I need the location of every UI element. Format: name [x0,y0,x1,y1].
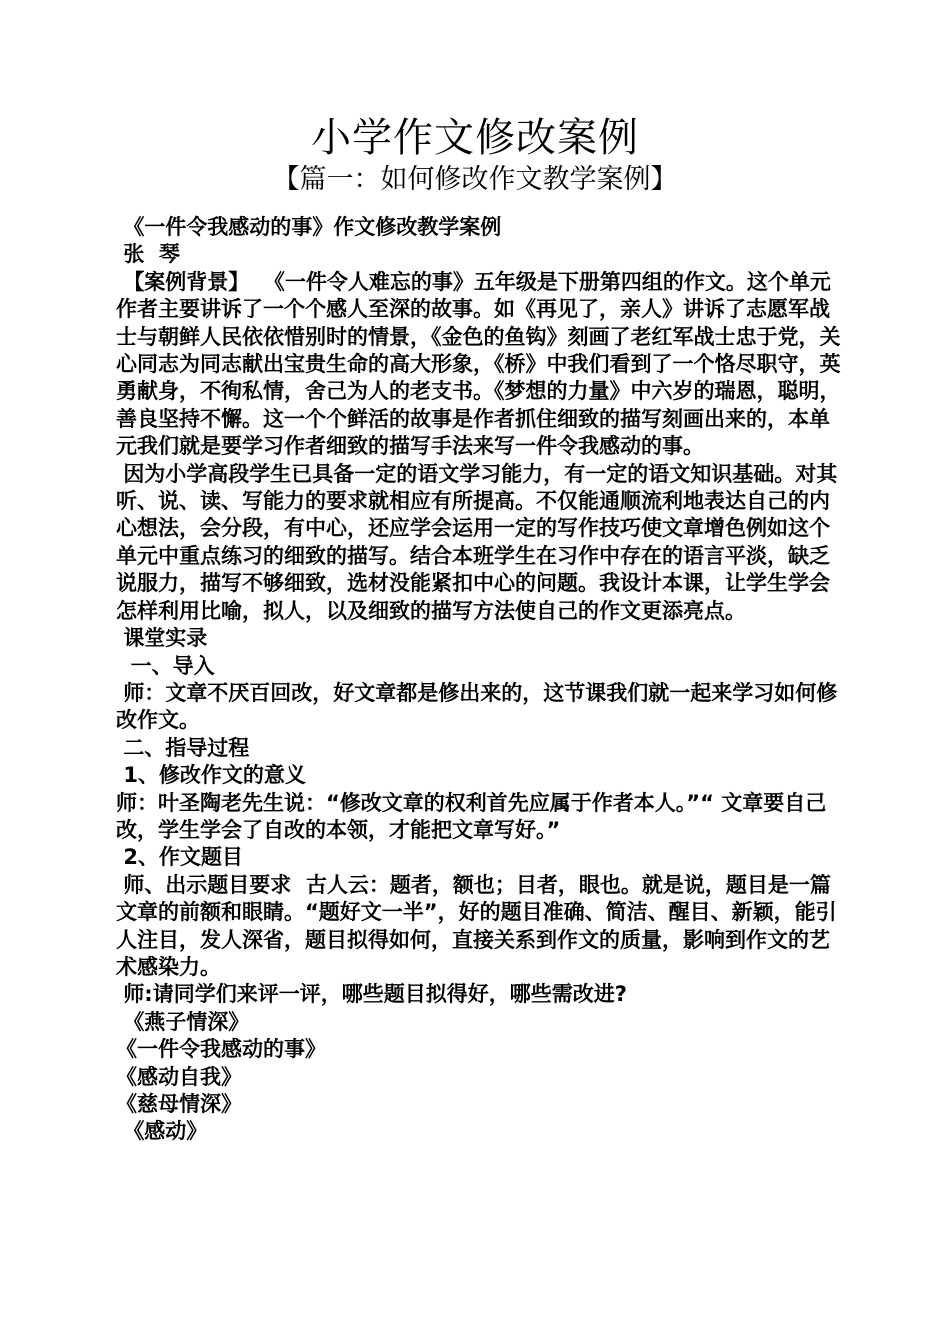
subheading-title: 2、作文题目 [116,845,243,870]
section-heading-intro: 一、导入 [116,653,215,678]
paragraph-background: 【案例背景】 《一件令人难忘的事》五年级是下册第四组的作文。这个单元作者主要讲诉了一个个感人至深的故事。如《再见了，亲人》讲诉了志愿军战士与朝鲜人民依依惜别时的情景，《金色的鱼钩》刻画了老红军战士忠于党，关心同志为同志献出宝贵生命的高大形象，《桥》中我们看到了一个恪尽职守，英勇献身，不徇私情，舍己为人的老支书。《梦想的力量》中六岁的瑞恩，聪明，善良坚持不懈。这一个个鲜活的故事是作者抓住细致的描写刻画出来的，本单元我们就是要学习作者细致的描写手法来写一件令我感动的事。 [116,269,841,459]
section-heading-classroom: 课堂实录 [116,626,208,651]
paragraph-rationale: 因为小学高段学生已具备一定的语文学习能力，有一定的语文知识基础。对其听、说、读、写能力的要求就相应有所提高。不仅能通顺流利地表达自己的内心想法，会分段，有中心，还应学会运用一定的写作技巧使文章增色例如这个单元中重点练习的细致的描写。结合本班学生在习作中存在的语言平淡，缺乏说服力，描写不够细致，选材没能紧扣中心的问题。我设计本课，让学生学会怎样利用比喻，拟人，以及细致的描写方法使自己的作文更添亮点。 [116,461,838,623]
list-item-title: 《感动》 [116,1119,208,1144]
document-body [116,214,846,1146]
paragraph-intro: 师：文章不厌百回改，好文章都是修出来的，这节课我们就一起来学习如何修改作文。 [116,680,838,733]
author-name: 张 琴 [116,242,180,267]
subheading-meaning: 1、修改作文的意义 [116,763,306,788]
list-item-title: 《一件令我感动的事》 [116,1037,326,1062]
article-heading: 《一件令我感动的事》作文修改教学案例 [116,215,502,239]
paragraph-question: 师:请同学们来评一评，哪些题目拟得好，哪些需改进? [116,982,627,1007]
document-subtitle: 【篇一：如何修改作文教学案例】 [272,164,678,195]
paragraph-quote: 师：叶圣陶老先生说：“修改文章的权利首先应属于作者本人。”“ 文章要自己改，学生学会了自改的本领，才能把文章写好。” [116,790,827,842]
document-title: 小学作文修改案例 [311,115,639,161]
paragraph-title-requirements: 师、出示题目要求 古人云：题者，额也；目者，眼也。就是说，题目是一篇文章的前额和眼睛。“题好文一半”，好的题目准确、简洁、醒目、新颖，能引人注目，发人深省，题目拟得如何，直接关系到作文的质量，影响到作文的艺术感染力。 [116,872,837,979]
section-heading-process: 二、指导过程 [116,735,250,760]
list-item-title: 《慈母情深》 [116,1092,242,1116]
list-item-title: 《燕子情深》 [116,1009,250,1034]
list-item-title: 《感动自我》 [116,1064,242,1089]
